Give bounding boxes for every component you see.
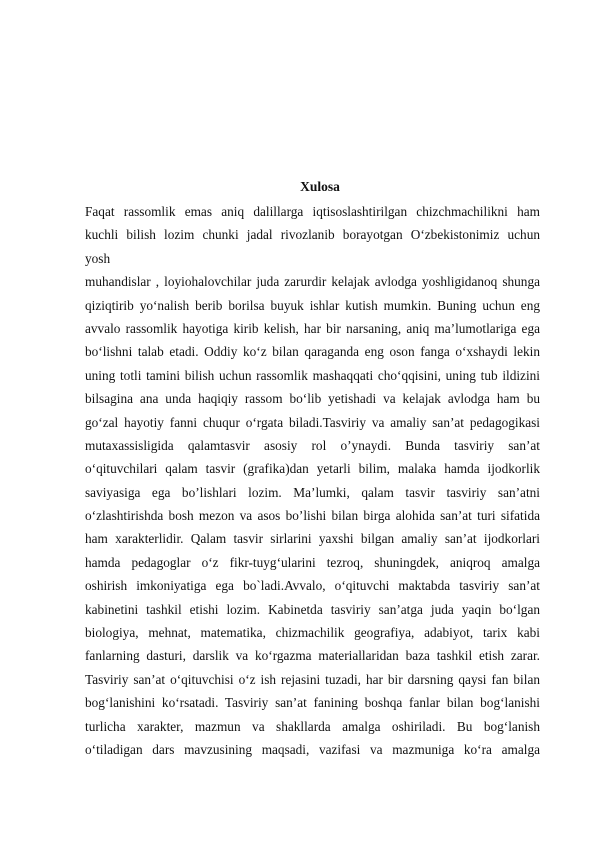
text-line: yosh bbox=[85, 250, 111, 266]
text-line: go‘zal hayotiy fanni chuqur o‘rgata biladi.Tasviriy va amaliy san’at pedagogikasi bbox=[85, 414, 540, 430]
text-line: bo‘lishni talab etadi. Oddiy ko‘z bilan qaraganda eng oson fanga o‘xshaydi lekin bbox=[85, 344, 540, 360]
text-line: ham xarakterlidir. Qalam tasvir sirlarini yaxshi bilgan amaliy san’at ijodkorlari bbox=[85, 531, 540, 547]
section-heading: Xulosa bbox=[300, 179, 340, 194]
text-line: hamda pedagoglar o‘z fikr-tuyg‘ularini tezroq, shuningdek, aniqroq amalga bbox=[85, 554, 540, 570]
text-line: biologiya, mehnat, matematika, chizmachilik geografiya, adabiyot, tarix kabi bbox=[85, 625, 540, 641]
text-line: o‘zlashtirishda bosh mezon va asos bo’lishi bilan birga alohida san’at turi sifatida bbox=[85, 508, 540, 524]
text-line: fanlarning dasturi, darslik va ko‘rgazma materiallaridan baza tashkil etish zarar. bbox=[85, 648, 540, 664]
text-line: o‘qituvchilari qalam tasvir (grafika)dan yetarli bilim, malaka hamda ijodkorlik bbox=[85, 461, 540, 477]
text-line: oshirish imkoniyatiga ega bo`ladi.Avvalo, o‘qituvchi maktabda tasviriy san’at bbox=[85, 578, 540, 594]
text-line: bog‘lanishini ko‘rsatadi. Tasviriy san’at fanining boshqa fanlar bilan bog‘lanishi bbox=[85, 695, 540, 711]
text-line: saviyasiga ega bo’lishlari lozim. Ma’lumki, qalam tasvir tasviriy san’atni bbox=[85, 484, 540, 500]
text-line: mutaxassisligida qalamtasvir asosiy rol o’ynaydi. Bunda tasviriy san’at bbox=[85, 437, 540, 453]
text-line: qiziqtirib yo‘nalish berib borilsa buyuk ishlar kutish mumkin. Buning uchun eng bbox=[85, 297, 540, 313]
text-line: kabinetini tashkil etishi lozim. Kabinetda tasviriy san’atga juda yaqin bo‘lgan bbox=[85, 601, 540, 617]
text-line: Tasviriy san’at o‘qituvchisi o‘z ish rejasini tuzadi, har bir darsning qaysi fan bilan bbox=[85, 671, 540, 687]
text-line: muhandislar , loyiohalovchilar juda zarurdir kelajak avlodga yoshligidanoq shunga bbox=[85, 274, 540, 290]
text-line: avvalo rassomlik hayotiga kirib kelish, har bir narsaning, aniq ma’lumotlariga ega bbox=[85, 320, 540, 336]
text-line: turlicha xarakter, mazmun va shakllarda amalga oshiriladi. Bu bog‘lanish bbox=[85, 718, 540, 734]
text-line: bilsagina ana unda haqiqiy rassom bo‘lib yetishadi va kelajak avlodga ham bu bbox=[85, 391, 540, 407]
text-line: o‘tiladigan dars mavzusining maqsadi, vazifasi va mazmuniga ko‘ra amalga bbox=[85, 741, 540, 757]
text-line: kuchli bilish lozim chunki jadal rivozlanib borayotgan O‘zbekistonimiz uchun bbox=[85, 227, 540, 243]
body-text bbox=[85, 200, 540, 761]
text-line: Faqat rassomlik emas aniq dalillarga iqtisoslashtirilgan chizchmachilikni ham bbox=[85, 204, 540, 219]
text-line: uning totli tamini bilish uchun rassomlik mashaqqati cho‘qqisini, uning tub ildizini bbox=[85, 367, 540, 383]
